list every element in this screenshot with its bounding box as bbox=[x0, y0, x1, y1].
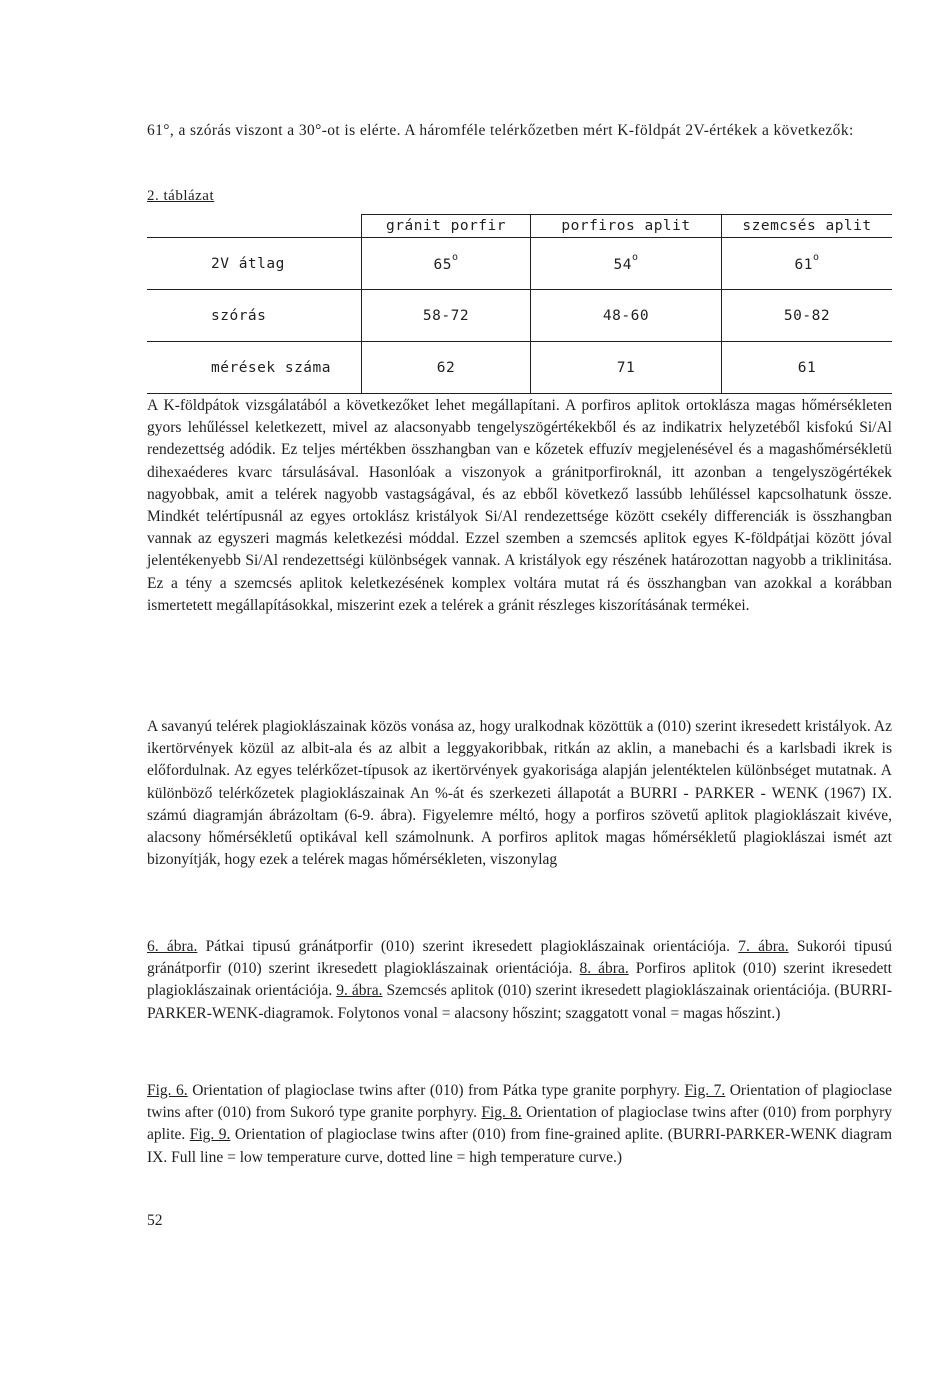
caption-text bbox=[147, 1080, 892, 1169]
caption-text bbox=[147, 936, 892, 1025]
table-cell bbox=[722, 238, 893, 290]
caption-body: Orientation of plagioclase twins after (010) from porphyry aplite. bbox=[147, 1104, 892, 1144]
table-cell: 61 bbox=[722, 342, 893, 394]
table-cell: 62 bbox=[362, 342, 531, 394]
table-corner-cell bbox=[147, 215, 362, 238]
cell-value: 61 bbox=[794, 256, 813, 273]
caption-body: Porfiros aplitok (010) szerint ikresedett plagioklászainak orientációja. bbox=[147, 960, 892, 1000]
figure-ref: 9. ábra. bbox=[336, 982, 383, 1000]
row-label: 2V átlag bbox=[147, 238, 362, 290]
figure-ref: 8. ábra. bbox=[579, 960, 629, 978]
caption-body: Sukorói tipusú gránátporfir (010) szerint ikresedett plagioklászainak orientációja. bbox=[147, 938, 893, 978]
caption-body: Pátkai tipusú gránátporfir (010) szerint ikresedett plagioklászainak orientációja. bbox=[197, 938, 739, 955]
table-cell: 71 bbox=[531, 342, 722, 394]
column-header-fine-grained-aplite: szemcsés aplit bbox=[722, 215, 893, 238]
body-paragraph-1 bbox=[147, 395, 892, 617]
table-cell bbox=[362, 238, 531, 290]
intro-text: 61°, a szórás viszont a 30°-ot is elérte. A háromféle telérkőzetben mért K-földpát 2V-értékek a következők: bbox=[147, 122, 854, 139]
table-cell bbox=[531, 238, 722, 290]
degree-mark: o bbox=[631, 251, 639, 263]
page-number: 52 bbox=[147, 1212, 163, 1229]
column-header-granite-porphyry: gránit porfir bbox=[362, 215, 531, 238]
caption-body: Orientation of plagioclase twins after (010) from Pátka type granite porphyry. bbox=[187, 1082, 685, 1099]
table-cell: 50-82 bbox=[722, 290, 893, 342]
k-feldspar-table bbox=[147, 214, 892, 394]
column-header-porphyry-aplite: porfiros aplit bbox=[531, 215, 722, 238]
table-row-measurement-count bbox=[147, 342, 892, 394]
caption-body: Szemcsés aplitok (010) szerint ikresedett plagioklászainak orientációja. (BURRI-PARKER-WENK-diagramok. Folytonos vonal = alacsony hőszint; szaggatott vonal = magas hőszint.) bbox=[147, 982, 892, 1022]
paragraph-text: A savanyú telérek plagioklászainak közös vonása az, hogy uralkodnak közöttük a (010) szerint ikresedett kristályok. Az ikertörvények közül az albit-ala és az albit a leggyakoribbak, ritkán az aklin, a manebachi és a karlsbadi ikrek is előfordulnak. Az egyes telérkőzet-típusok az ikertörvények gyakorisága alapján jelentéktelen különbséget mutatnak. A különböző telérkőzetek plagioklászainak An %-át és szerkezeti állapotát a BURRI - PARKER - WENK (1967) IX. számú diagramján ábrázoltam (6-9. ábra). Figyelemre méltó, hogy a porfiros szövetű aplitok plagioklászait kivéve, alacsony hőmérsékletű optikával kell számolnunk. A porfiros aplitok magas hőmérsékletű plagioklászai ismét azt bizonyítják, hogy ezek a telérek magas hőmérsékleten, viszonylag bbox=[147, 718, 892, 869]
row-label: szórás bbox=[147, 290, 362, 342]
figure-ref: Fig. 7. bbox=[684, 1082, 726, 1099]
figure-captions-english bbox=[147, 1080, 892, 1169]
row-label: mérések száma bbox=[147, 342, 362, 394]
degree-mark: o bbox=[451, 251, 459, 263]
table-cell: 58-72 bbox=[362, 290, 531, 342]
degree-mark: o bbox=[812, 251, 820, 263]
data-table-wrapper bbox=[147, 214, 892, 394]
figure-captions-hungarian bbox=[147, 936, 892, 1025]
cell-value: 54 bbox=[613, 256, 632, 273]
figure-ref: Fig. 9. bbox=[189, 1126, 231, 1144]
table-row-deviation bbox=[147, 290, 892, 342]
figure-ref: Fig. 6. bbox=[147, 1082, 188, 1099]
body-paragraph-2 bbox=[147, 716, 892, 871]
table-header-row bbox=[147, 215, 892, 238]
table-row-2v-average bbox=[147, 238, 892, 290]
table-cell: 48-60 bbox=[531, 290, 722, 342]
cell-value: 65 bbox=[433, 256, 452, 273]
figure-ref: 6. ábra. bbox=[147, 938, 198, 955]
figure-ref: Fig. 8. bbox=[481, 1104, 522, 1122]
caption-body: Orientation of plagioclase twins after (010) from Sukoró type granite porphyry. bbox=[147, 1082, 892, 1122]
intro-paragraph bbox=[147, 120, 892, 142]
paragraph-text: A K-földpátok vizsgálatából a következőket lehet megállapítani. A porfiros aplitok ortoklásza magas hőmérsékleten gyors lehűléssel keletkezett, mivel az alacsonyabb tengelyszögértékekből és az indikatrix helyzetéből kisfokú Si/Al rendezettség adódik. Ez teljes mértékben összhangban van e kőzetek effuzív megjelenésével és a magashőmérsékletü dihexaéderes kvarc társulásával. Hasonlóak a viszonyok a gránitporfiroknál, itt azonban a tengelyszögértékek nagyobbak, amit a telérek nagyobb vastagságával, és az ebből következő lassúbb lehűléssel kapcsolhatunk össze. Mindkét telértípusnál az egyes ortoklász kristályok Si/Al rendezettsége között csekély differenciák is összhangban vannak az egyszeri magmás keletkezési móddal. Ezzel szemben a szemcsés aplitok egyes K-földpátjai között jóval jelentékenyebb Si/Al rendezettségi különbségek vannak. A kristályok egy részének határozottan nagyobb a triklinitása. Ez a tény a szemcsés aplitok keletkezésének komplex voltára mutat rá és összhangban van azokkal a korábban ismertetett megállapításokkal, miszerint ezek a telérek a gránit részleges kiszorításának termékei. bbox=[147, 397, 892, 614]
table-caption: 2. táblázat bbox=[147, 188, 215, 204]
caption-body: Orientation of plagioclase twins after (010) from fine-grained aplite. (BURRI-PARKER-WENK diagram IX. Full line = low temperature curve, dotted line = high temperature curve.) bbox=[147, 1126, 892, 1166]
figure-ref: 7. ábra. bbox=[738, 938, 789, 955]
